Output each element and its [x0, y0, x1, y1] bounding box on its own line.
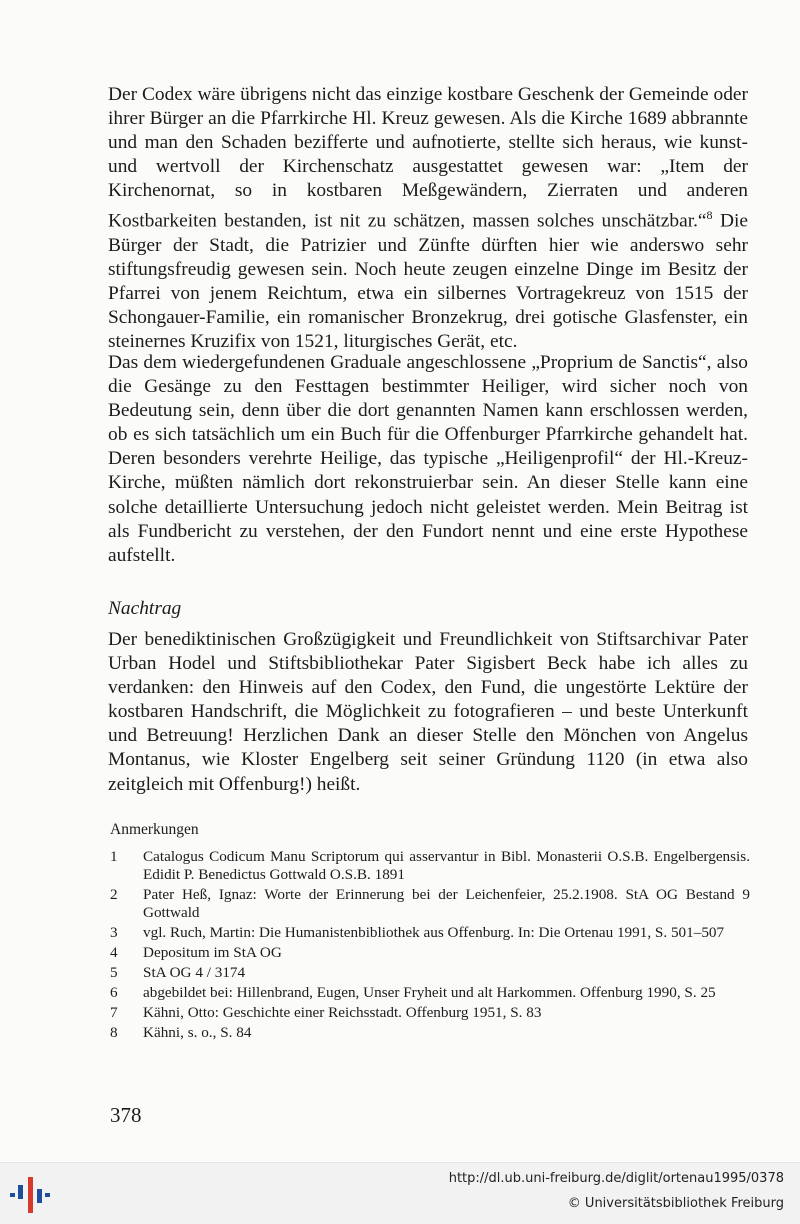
note-number: 5 — [110, 964, 118, 981]
paragraph-codex-gift — [108, 83, 748, 355]
page-number: 378 — [110, 1103, 142, 1127]
notes-heading: Anmerkungen — [110, 821, 199, 838]
note-item — [110, 964, 750, 982]
note-text: Pater Heß, Ignaz: Worte der Erinnerung bei der Leichenfeier, 25.2.1908. StA OG Bestand 9 Gottwald — [143, 886, 750, 921]
note-number: 8 — [110, 1024, 118, 1041]
note-item — [110, 848, 750, 884]
viewer-footer — [0, 1162, 800, 1224]
document-url-link[interactable]: http://dl.ub.uni-freiburg.de/diglit/ortenau1995/0378 — [448, 1171, 784, 1186]
note-item — [110, 1024, 750, 1042]
note-text: StA OG 4 / 3174 — [143, 964, 246, 981]
note-text: vgl. Ruch, Martin: Die Humanistenbibliothek aus Offenburg. In: Die Ortenau 1991, S. 501–507 — [143, 924, 725, 941]
note-text: Depositum im StA OG — [143, 944, 282, 961]
footnote-ref-8: 8 — [706, 208, 713, 223]
note-number: 2 — [110, 886, 118, 903]
note-item — [110, 944, 750, 962]
note-text: Kähni, Otto: Geschichte einer Reichsstadt. Offenburg 1951, S. 83 — [143, 1004, 542, 1021]
nachtrag-heading: Nachtrag — [108, 598, 182, 619]
paragraph-text: Der Codex wäre übrigens nicht das einzige kostbare Geschenk der Gemeinde oder ihrer Bürger an die Pfarrkirche Hl. Kreuz gewesen. Als die Kirche 1689 abbrannte und man den Schaden bezifferte und aufnotierte, stellte sich heraus, wie kunst- und wertvoll der Kirchenschatz ausgestattet gewesen war: „Item der Kirchenornat, so in kostbaren Meßgewändern, Zierraten und anderen Kostbarkeiten bestanden, ist nit zu schätzen, massen solches unschätzbar.“ — [108, 84, 748, 232]
note-text: Kähni, s. o., S. 84 — [143, 1024, 252, 1041]
note-number: 1 — [110, 848, 118, 865]
paragraph-proprium: Das dem wiedergefundenen Graduale angeschlossene „Proprium de Sanctis“, also die Gesänge zu den Festtagen bestimmter Heiliger, wird sicher noch von Bedeutung sein, denn über die dort genannten Namen kann erschlossen werden, ob es sich tatsächlich um ein Buch für die Offenburger Pfarrkirche gehandelt hat. Deren besonders verehrte Heilige, das typische „Heiligenprofil“ der Hl.-Kreuz-Kirche, müßten nämlich dort rekonstruierbar sein. An dieser Stelle kann eine solche detaillierte Untersuchung jedoch nicht geleistet werden. Mein Beitrag ist als Fundbericht zu verstehen, der den Fundort nennt und eine erste Hypothese aufstellt. — [108, 352, 748, 566]
copyright-text: © Universitätsbibliothek Freiburg — [567, 1196, 784, 1211]
paragraph-nachtrag: Der benediktinischen Großzügigkeit und Freundlichkeit von Stiftsarchivar Pater Urban Hodel und Stiftsbibliothekar Pater Sigisbert Beck habe ich alles zu verdanken: den Hinweis auf den Codex, den Fund, die ungestörte Lektüre der kostbaren Handschrift, die Möglichkeit zu fotografieren – und beste Unterkunft und Betreuung! Herzlichen Dank an dieser Stelle den Mönchen von Angelus Montanus, wie Kloster Engelberg seit seiner Gründung 1120 (in etwa also zeitgleich mit Offenburg!) heißt. — [108, 629, 748, 795]
note-item — [110, 886, 750, 922]
notes-list — [110, 848, 750, 1044]
note-number: 4 — [110, 944, 118, 961]
paragraph-text-continued: Die Bürger der Stadt, die Patrizier und Zünfte dürften hier wie anderswo sehr stiftungsfreudig gewesen sein. Noch heute zeugen einzelne Dinge im Besitz der Pfarrei von jenem Reichtum, etwa ein silbernes Vortragekreuz von 1515 der Schongauer-Familie, ein romanischer Bronzekrug, drei gotische Glasfenster, ein steinernes Kruzifix von 1521, liturgisches Gerät, etc. — [108, 210, 748, 353]
note-number: 3 — [110, 924, 118, 941]
note-number: 7 — [110, 1004, 118, 1021]
note-item — [110, 1004, 750, 1022]
note-number: 6 — [110, 984, 118, 1001]
note-item — [110, 924, 750, 942]
note-item — [110, 984, 750, 1002]
note-text: Catalogus Codicum Manu Scriptorum qui asservantur in Bibl. Monasterii O.S.B. Engelbergensis. Edidit P. Benedictus Gottwald O.S.B. 1891 — [143, 848, 750, 883]
note-text: abgebildet bei: Hillenbrand, Eugen, Unser Fryheit und alt Harkommen. Offenburg 1990, S. 25 — [143, 984, 716, 1001]
ub-freiburg-logo-icon — [8, 1175, 52, 1215]
